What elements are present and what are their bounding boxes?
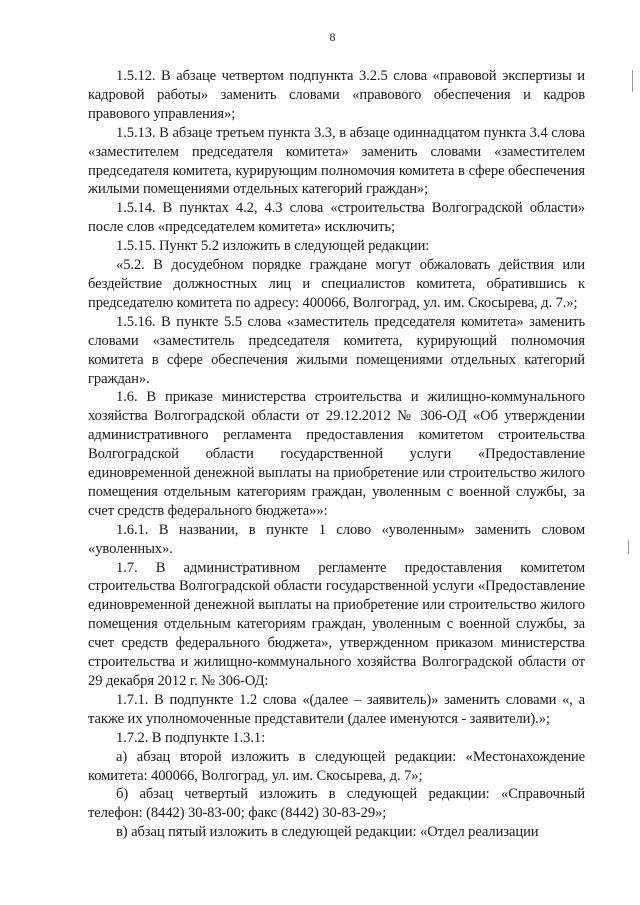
paragraph-1-5-13: 1.5.13. В абзаце третьем пункта 3.3, в абзаце одиннадцатом пункта 3.4 слова «заместителем председателя комитета» заменить словами «заместителем председателя комитета, курирующим полномочия комитета в сфере обеспечения жилыми помещениями отдельных категорий граждан»;: [88, 124, 585, 198]
paragraph-1-7-2-b: б) абзац четвертый изложить в следующей редакции: «Справочный телефон: (8442) 30-83-00; факс (8442) 30-83-29»;: [88, 786, 585, 822]
paragraph-1-5-16: 1.5.16. В пункте 5.5 слова «заместитель председателя комитета» заменить словами «заместитель председателя комитета, курирующий полномочия комитета в сфере обеспечения жилыми помещениями отдельных категорий граждан».: [88, 313, 585, 387]
paragraph-1-5-14: 1.5.14. В пунктах 4.2, 4.3 слова «строительства Волгоградской области» после слов «председателем комитета» исключить;: [88, 200, 585, 236]
paragraph-1-7: 1.7. В административном регламенте предоставления комитетом строительства Волгоградской области государственной услуги «Предоставление единовременной денежной выплаты на приобретение или строительство жилого помещения отдельным категориям граждан, уволенным с военной службы, за счет средств федерального бюджета», утвержденном приказом министерства строительства и жилищно-коммунального хозяйства Волгоградской области от 29 декабря 2012 г. № 306-ОД:: [88, 559, 585, 689]
paragraph-1-5-15: 1.5.15. Пункт 5.2 изложить в следующей редакции:: [116, 238, 430, 255]
document-body: [88, 67, 585, 842]
paragraph-5-2-quote: «5.2. В досудебном порядке граждане могут обжаловать действия или бездействие должностных лиц и специалистов комитета, обратившись к председателю комитета по адресу: 400066, Волгоград, ул. им. Скосырева, д. 7.»;: [88, 257, 585, 311]
paragraph-1-5-12: 1.5.12. В абзаце четвертом подпункта 3.2.5 слова «правовой экспертизы и кадровой работы» заменить словами «правового обеспечения и кадров правового управления»;: [88, 68, 585, 122]
paragraph-1-7-2-v: в) абзац пятый изложить в следующей редакции: «Отдел реализации: [116, 824, 539, 841]
scan-artifact-line: [632, 70, 633, 92]
scan-artifact-line: [628, 540, 629, 554]
paragraph-1-7-2-a: а) абзац второй изложить в следующей редакции: «Местонахождение комитета: 400066, Волгоград, ул. им. Скосырева, д. 7»;: [88, 748, 585, 784]
paragraph-1-6: 1.6. В приказе министерства строительства и жилищно-коммунального хозяйства Волгоградской области от 29.12.2012 № 306-ОД «Об утверждении административного регламента предоставления комитетом строительства Волгоградской области государственной услуги «Предоставление единовременной денежной выплаты на приобретение или строительство жилого помещения отдельным категориям граждан, уволенным с военной службы, за счет средств федерального бюджета»»:: [88, 389, 585, 519]
paragraph-1-7-2: 1.7.2. В подпункте 1.3.1:: [116, 729, 266, 746]
paragraph-1-6-1: 1.6.1. В названии, в пункте 1 слово «уволенным» заменить словом «уволенных».: [88, 521, 585, 557]
paragraph-1-7-1: 1.7.1. В подпункте 1.2 слова «(далее – заявитель)» заменить словами «, а также их уполномоченные представители (далее именуются - заявители).»;: [88, 691, 585, 727]
page-number: 8: [329, 30, 336, 44]
